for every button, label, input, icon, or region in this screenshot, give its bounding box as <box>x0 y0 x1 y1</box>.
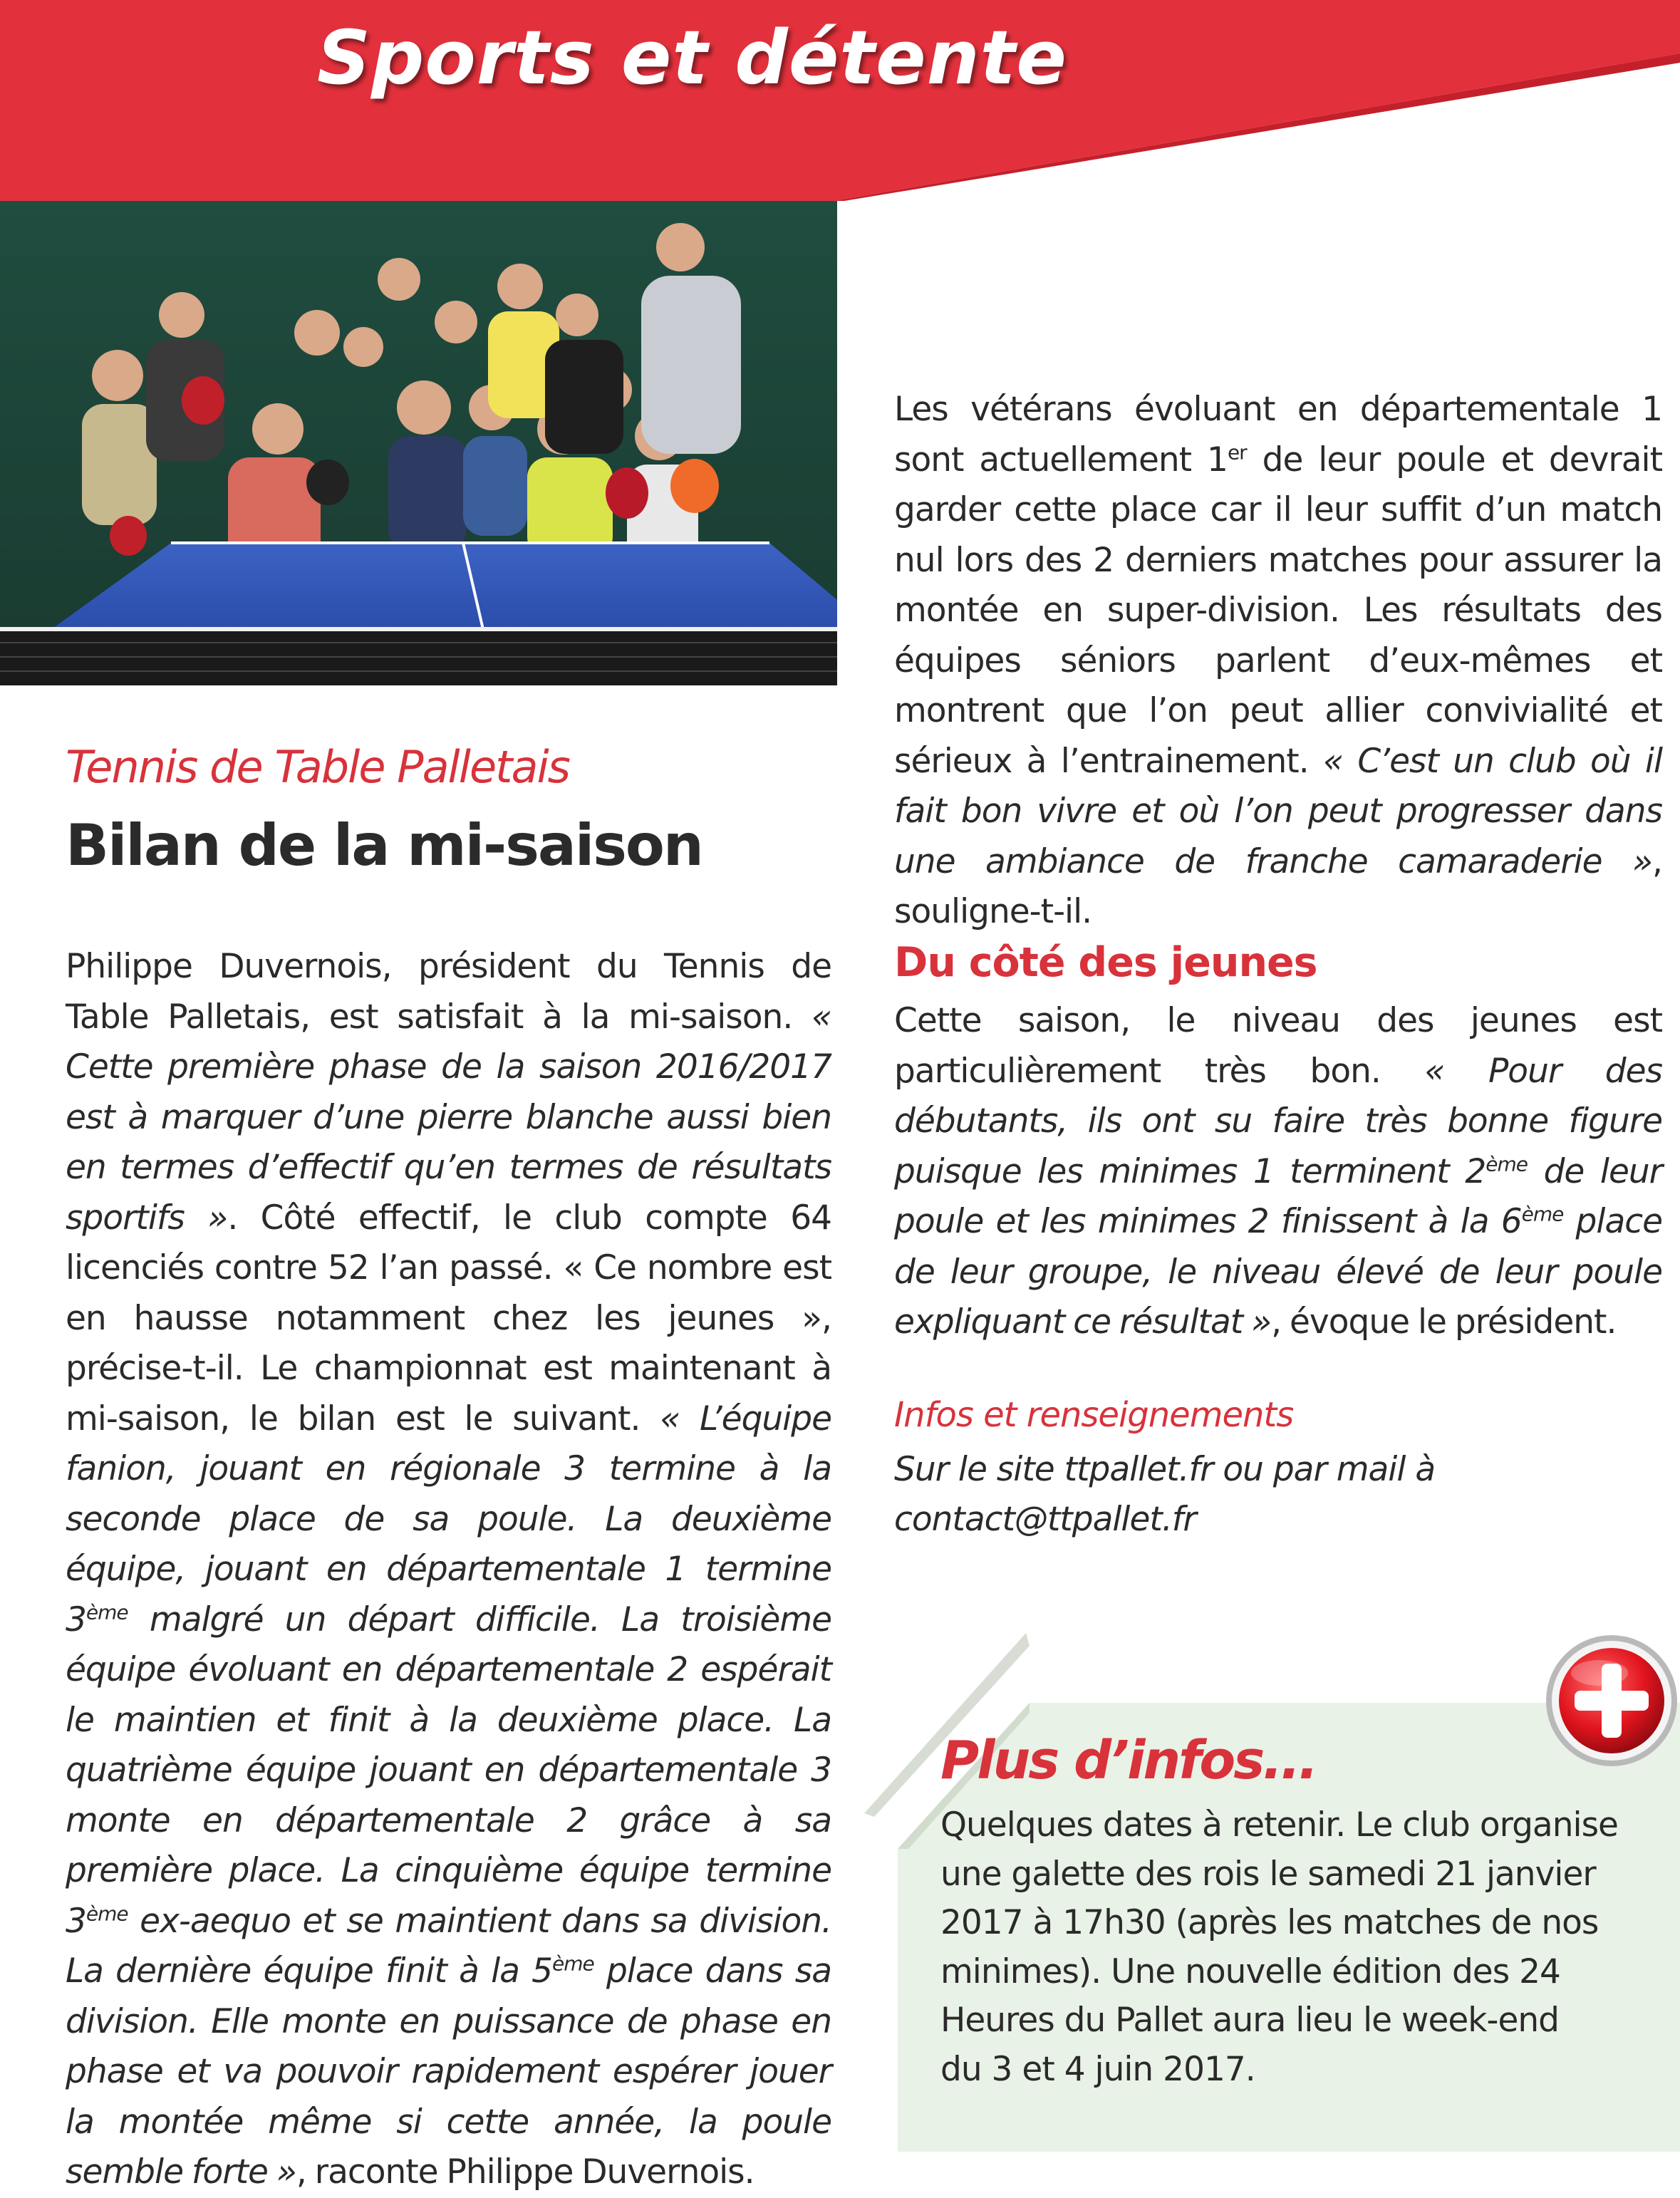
superscript: ème <box>552 1951 594 1976</box>
superscript: ème <box>1485 1151 1528 1176</box>
article-headline: Bilan de la mi-saison <box>66 812 702 878</box>
body-text: Les vétérans évoluant en départementale 1 sont actuellement 1 <box>894 390 1662 479</box>
quote-text: « Cette première phase de la saison 2016/2017 est à marquer d’une pierre blanche aussi bien en termes d’effectif qu’en termes de résultats sportifs » <box>66 997 831 1238</box>
body-text: Cette saison, le niveau des jeunes est particulièrement très bon. <box>894 1001 1662 1091</box>
quote-part: place de leur groupe, le niveau élevé de leur poule expliquant ce résultat » <box>894 1202 1663 1342</box>
left-paragraph <box>66 942 831 2198</box>
infos-email: contact@ttpallet.fr <box>894 1500 1196 1539</box>
plus-infos-line: Quelques dates à retenir. Le club organise <box>940 1805 1618 1845</box>
quote-part: place dans sa division. Elle monte en puissance de phase en phase et va pouvoir rapidement espérer jouer la montée même si cette année, la poule semble forte » <box>66 1951 831 2192</box>
quote-text <box>894 1052 1662 1342</box>
plus-infos-line: du 3 et 4 juin 2017. <box>940 2049 1255 2089</box>
youth-heading: Du côté des jeunes <box>894 939 1317 986</box>
infos-text <box>894 1445 1607 1545</box>
quote-part: « L’équipe fanion, jouant en régionale 3 termine à la seconde place de sa poule. La deuxième équipe, jouant en départementale 1 termine 3 <box>66 1399 831 1639</box>
quote-part: de leur poule et les minimes 2 finissent à la 6 <box>894 1151 1663 1241</box>
quote-part: malgré un départ difficile. La troisième équipe évoluant en départementale 2 espérait le maintien et finit à la deuxième place. La quatrième équipe jouant en départementale 3 monte en départementale 2 grâce à sa première place. La cinquième équipe termine 3 <box>66 1600 831 1941</box>
plus-infos-line: 2017 à 17h30 (après les matches de nos <box>940 1903 1599 1942</box>
youth-paragraph <box>894 996 1662 1348</box>
infos-line: Sur le site ttpallet.fr ou par mail à <box>894 1450 1436 1489</box>
quote-part: ex-aequo et se maintient dans sa division. La dernière équipe finit à la 5 <box>66 1901 831 1991</box>
superscript: ème <box>1521 1202 1564 1226</box>
left-column-text <box>66 942 831 2198</box>
body-text: , souligne-t-il. <box>894 841 1662 931</box>
plus-infos-line: Heures du Pallet aura lieu le week-end <box>940 2001 1559 2040</box>
plus-icon <box>1542 1632 1680 1774</box>
superscript: ème <box>85 1600 128 1624</box>
youth-text <box>894 996 1662 1348</box>
plus-infos-title: Plus d’infos... <box>940 1730 1317 1791</box>
superscript: er <box>1227 440 1247 464</box>
plus-infos-text <box>940 1801 1660 2094</box>
quote-text <box>66 1399 831 2192</box>
article-kicker: Tennis de Table Palletais <box>66 741 569 793</box>
right-column-text <box>894 385 1662 938</box>
plus-infos-line: une galette des rois le samedi 21 janvier <box>940 1854 1596 1894</box>
plus-infos-line: minimes). Une nouvelle édition des 24 <box>940 1951 1560 1991</box>
team-photo <box>0 201 837 685</box>
body-text: Philippe Duvernois, président du Tennis de Table Palletais, est satisfait à la mi-saison. <box>66 947 831 1037</box>
infos-label: Infos et renseignements <box>894 1395 1294 1435</box>
right-paragraph <box>894 385 1662 938</box>
section-title: Sports et détente <box>317 14 1067 101</box>
quote-text: « C’est un club où il fait bon vivre et où l’on peut progresser dans une ambiance de franche camaraderie » <box>894 741 1663 881</box>
superscript: ème <box>85 1901 128 1925</box>
quote-part: « Pour des débutants, ils ont su faire très bonne figure puisque les minimes 1 terminent 2 <box>894 1051 1662 1191</box>
body-text: , évoque le président. <box>1271 1302 1617 1342</box>
body-text: de leur poule et devrait garder cette place car il leur suffit d’un match nul lors des 2 derniers matches pour assurer la montée en super-division. Les résultats des équipes séniors parlent d’eux-mêmes et montrent que l’on peut allier convivialité et sérieux à l’entrainement. <box>894 440 1663 781</box>
body-text: . Côté effectif, le club compte 64 licenciés contre 52 l’an passé. « Ce nombre est en hausse notamment chez les jeunes », précise-t-il. Le championnat est maintenant à mi-saison, le bilan est le suivant. <box>66 1198 832 1438</box>
body-text: , raconte Philippe Duvernois. <box>296 2152 755 2192</box>
